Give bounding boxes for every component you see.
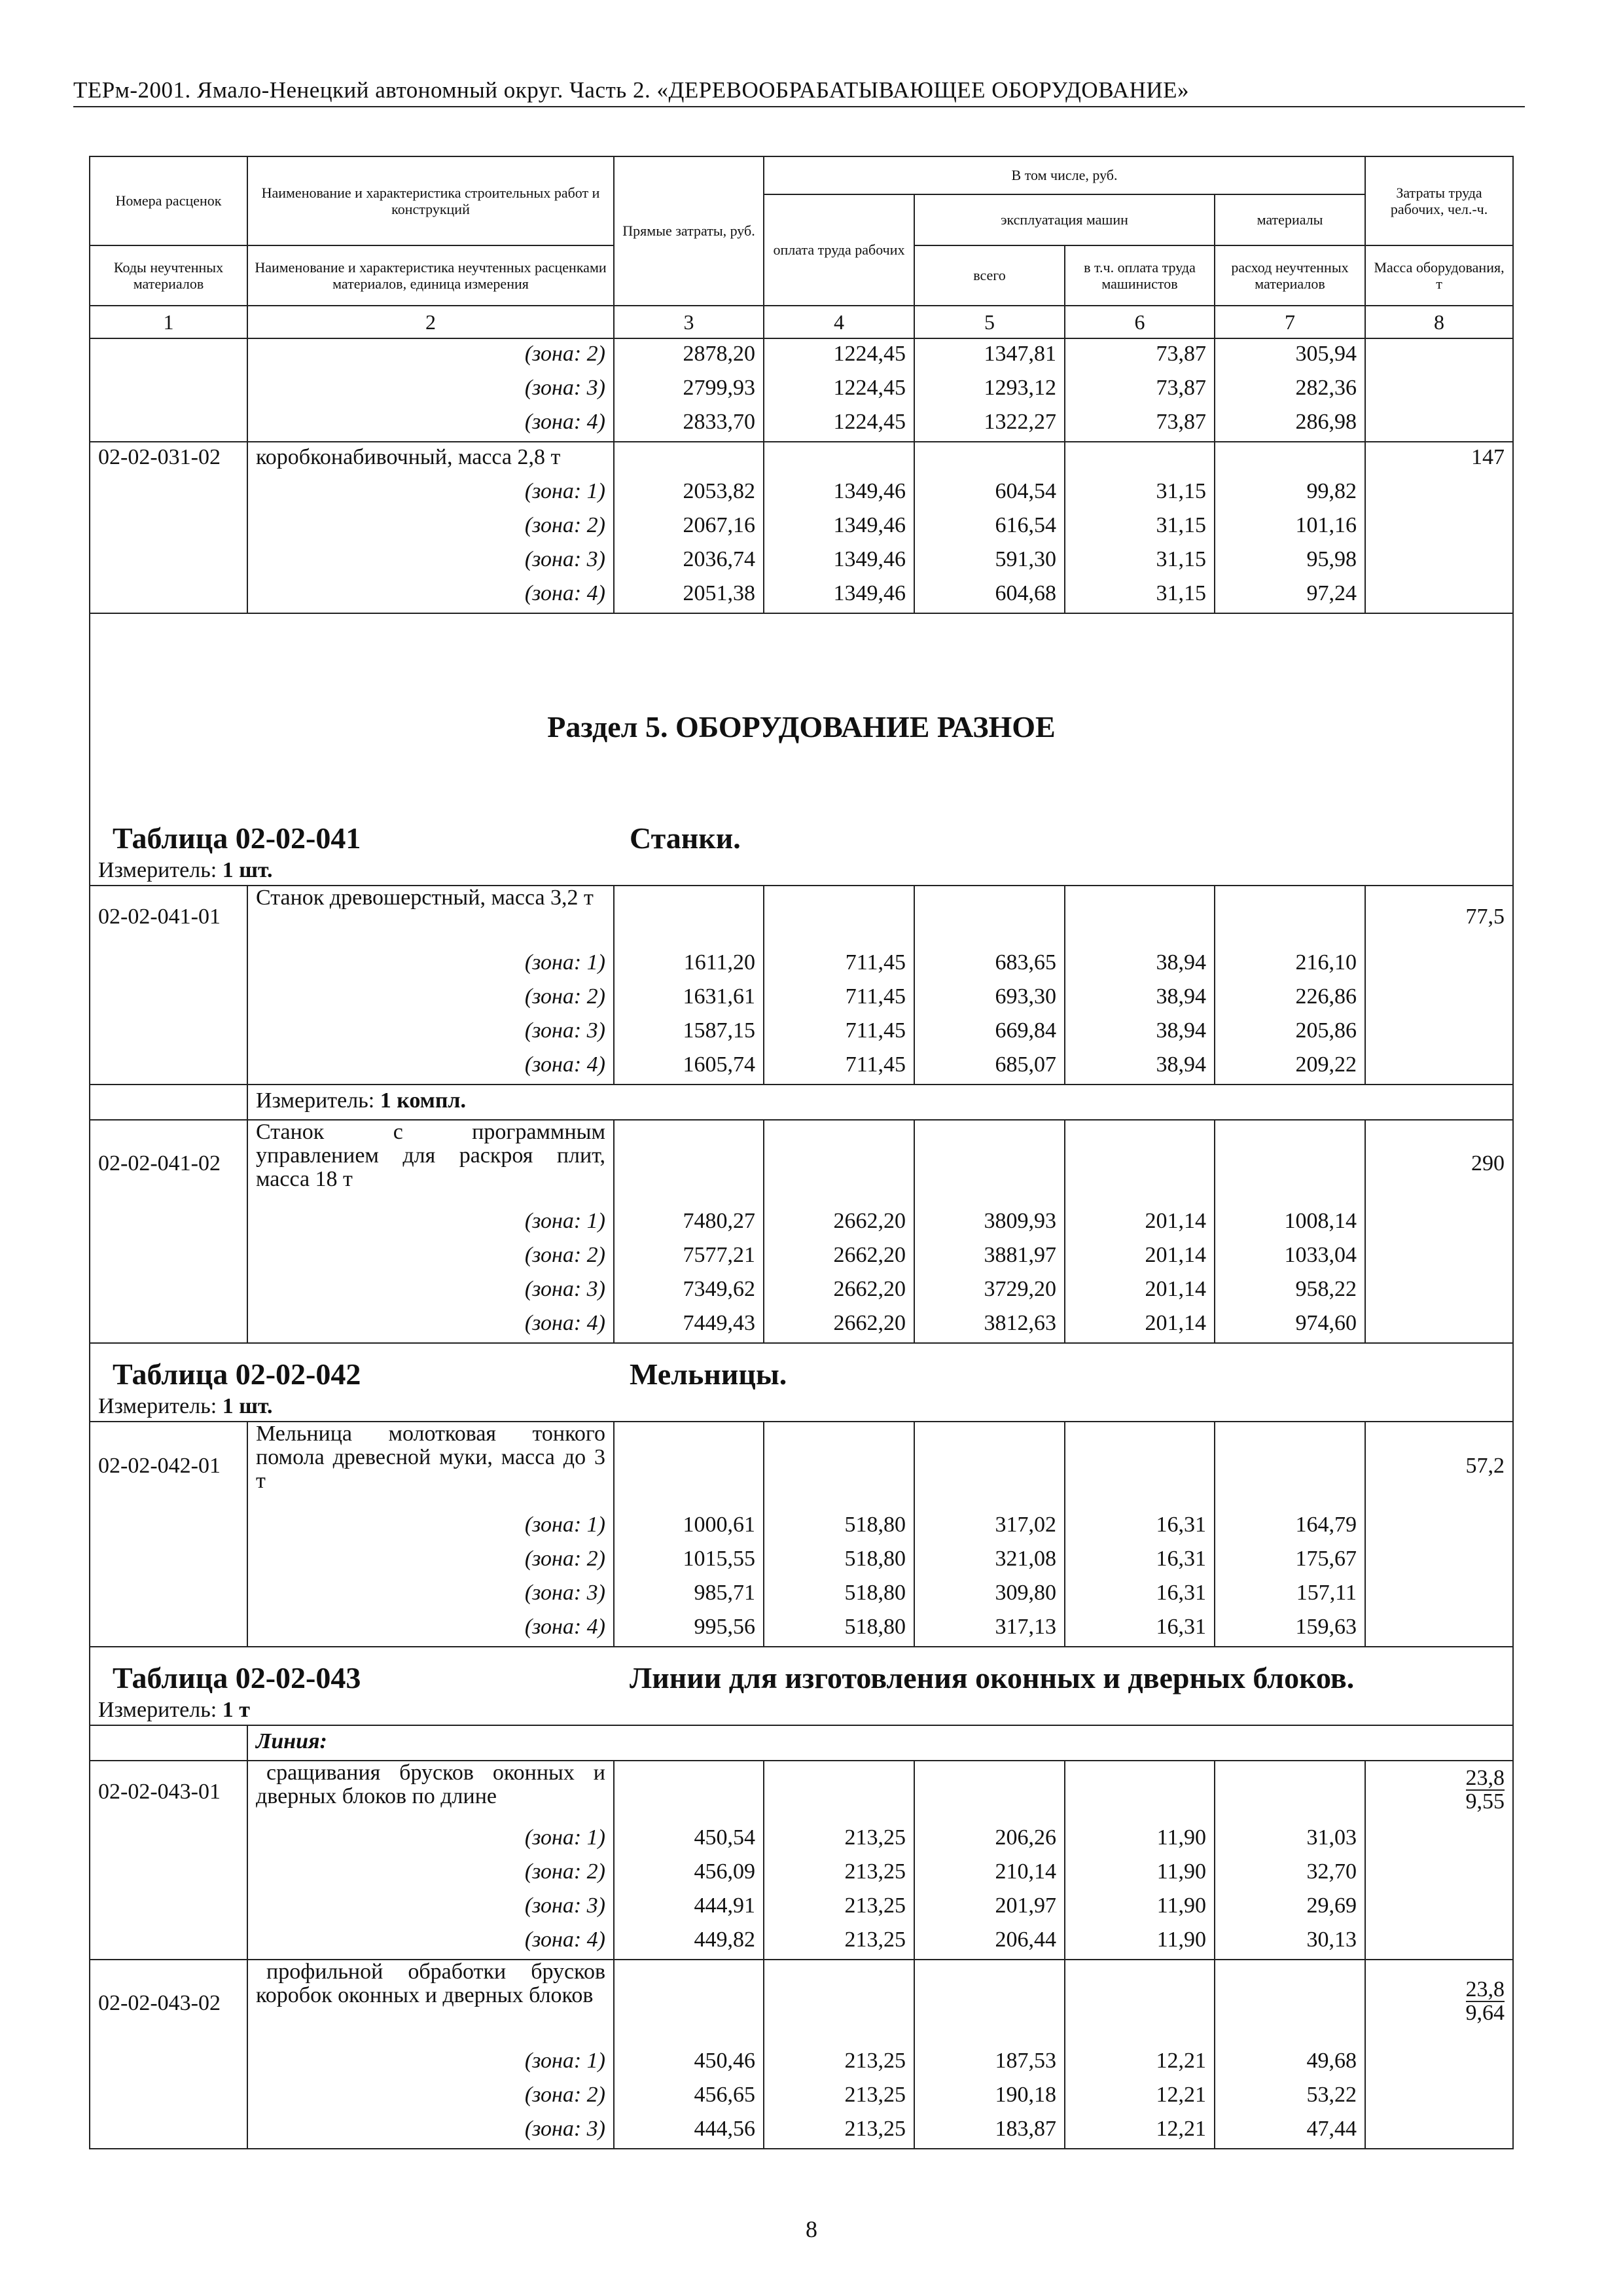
zone-row bbox=[90, 1274, 1513, 1308]
col6-header: в т.ч. оплата труда машинистов bbox=[1065, 245, 1215, 306]
machines-total: 693,30 bbox=[914, 982, 1065, 1016]
machines-total: 3881,97 bbox=[914, 1240, 1065, 1274]
rate-name: коробконабивочный, масса 2,8 т bbox=[247, 442, 614, 476]
col2-header-bottom: Наименование и характеристика неучтенных расценками материалов, единица измерения bbox=[247, 245, 614, 306]
rate-mass: 77,5 bbox=[1365, 886, 1513, 948]
direct-cost: 444,56 bbox=[614, 2114, 764, 2149]
direct-cost: 985,71 bbox=[614, 1578, 764, 1612]
zone-row bbox=[90, 1891, 1513, 1925]
unit-value: 1 т bbox=[222, 1698, 250, 1722]
machines-total: 683,65 bbox=[914, 948, 1065, 982]
col-number: 6 bbox=[1065, 306, 1215, 338]
direct-cost: 995,56 bbox=[614, 1612, 764, 1647]
zone-label: (зона: 2) bbox=[247, 338, 614, 373]
machines-total: 669,84 bbox=[914, 1016, 1065, 1050]
zone-label: (зона: 1) bbox=[247, 948, 614, 982]
materials-cost: 226,86 bbox=[1215, 982, 1365, 1016]
rate-code: 02-02-031-02 bbox=[90, 442, 247, 476]
direct-cost: 2067,16 bbox=[614, 511, 764, 545]
unit-label: Измеритель: bbox=[98, 1698, 217, 1722]
continuation-rows bbox=[90, 338, 1513, 442]
labor-cost: 213,25 bbox=[764, 1823, 914, 1857]
zone-row bbox=[90, 579, 1513, 613]
zone-row bbox=[90, 1050, 1513, 1085]
materials-cost: 209,22 bbox=[1215, 1050, 1365, 1085]
direct-cost: 2799,93 bbox=[614, 373, 764, 407]
zone-label: (зона: 1) bbox=[247, 2046, 614, 2080]
rate-mass: 290 bbox=[1365, 1120, 1513, 1206]
materials-cost: 31,03 bbox=[1215, 1823, 1365, 1857]
zone-row bbox=[90, 1925, 1513, 1960]
machinist-pay: 31,15 bbox=[1065, 511, 1215, 545]
zone-row bbox=[90, 1857, 1513, 1891]
rate-code: 02-02-042-01 bbox=[90, 1422, 247, 1510]
labor-cost: 213,25 bbox=[764, 1891, 914, 1925]
machinist-pay: 11,90 bbox=[1065, 1823, 1215, 1857]
labor-cost: 1224,45 bbox=[764, 373, 914, 407]
machinist-pay: 201,14 bbox=[1065, 1274, 1215, 1308]
machines-total: 317,02 bbox=[914, 1510, 1065, 1544]
col-number: 1 bbox=[90, 306, 247, 338]
zone-row bbox=[90, 1308, 1513, 1343]
machinist-pay: 73,87 bbox=[1065, 407, 1215, 442]
rate-name: Мельница молотковая тонкого помола древесной муки, масса до 3 т bbox=[247, 1422, 614, 1510]
materials-cost: 205,86 bbox=[1215, 1016, 1365, 1050]
zone-label: (зона: 3) bbox=[247, 2114, 614, 2149]
zone-label: (зона: 3) bbox=[247, 1274, 614, 1308]
zone-label: (зона: 2) bbox=[247, 1240, 614, 1274]
item-042-01-rows bbox=[90, 1510, 1513, 1647]
materials-cost: 157,11 bbox=[1215, 1578, 1365, 1612]
table-label: Таблица 02-02-043 bbox=[113, 1661, 361, 1695]
labor-cost: 213,25 bbox=[764, 2080, 914, 2114]
rate-mass: 57,2 bbox=[1365, 1422, 1513, 1510]
unit-value: 1 шт. bbox=[222, 858, 273, 882]
rate-code: 02-02-043-01 bbox=[90, 1761, 247, 1823]
page-number: 8 bbox=[806, 2216, 817, 2242]
unit-line bbox=[90, 1696, 1513, 1725]
machines-total: 1322,27 bbox=[914, 407, 1065, 442]
item-043-02-rows bbox=[90, 2046, 1513, 2149]
zone-row bbox=[90, 1823, 1513, 1857]
zone-row bbox=[90, 2114, 1513, 2149]
unit-line bbox=[247, 1085, 1513, 1120]
rate-code: 02-02-041-02 bbox=[90, 1120, 247, 1206]
zone-row bbox=[90, 476, 1513, 511]
machines-total: 3812,63 bbox=[914, 1308, 1065, 1343]
machines-total: 309,80 bbox=[914, 1578, 1065, 1612]
col8-header-top: Затраты труда рабочих, чел.-ч. bbox=[1365, 156, 1513, 245]
labor-cost: 1224,45 bbox=[764, 407, 914, 442]
labor-cost: 711,45 bbox=[764, 948, 914, 982]
machinist-pay: 38,94 bbox=[1065, 1016, 1215, 1050]
labor-cost: 1224,45 bbox=[764, 338, 914, 373]
zone-label: (зона: 3) bbox=[247, 545, 614, 579]
machines-total: 604,68 bbox=[914, 579, 1065, 613]
direct-cost: 1015,55 bbox=[614, 1544, 764, 1578]
machinist-pay: 38,94 bbox=[1065, 1050, 1215, 1085]
rate-mass: 9,55 bbox=[1465, 1789, 1505, 1814]
zone-row bbox=[90, 511, 1513, 545]
zone-row bbox=[90, 545, 1513, 579]
table-label: Таблица 02-02-041 bbox=[113, 821, 361, 855]
zone-label: (зона: 2) bbox=[247, 1857, 614, 1891]
machines-total: 591,30 bbox=[914, 545, 1065, 579]
machinist-pay: 12,21 bbox=[1065, 2080, 1215, 2114]
labor-cost: 213,25 bbox=[764, 2114, 914, 2149]
rate-code: 02-02-041-01 bbox=[90, 886, 247, 948]
direct-cost: 1000,61 bbox=[614, 1510, 764, 1544]
machinist-pay: 11,90 bbox=[1065, 1891, 1215, 1925]
machines-header: эксплуатация машин bbox=[914, 194, 1215, 245]
direct-cost: 2051,38 bbox=[614, 579, 764, 613]
machinist-pay: 11,90 bbox=[1065, 1857, 1215, 1891]
materials-cost: 164,79 bbox=[1215, 1510, 1365, 1544]
zone-row bbox=[90, 948, 1513, 982]
zone-label: (зона: 4) bbox=[247, 1050, 614, 1085]
unit-value: 1 компл. bbox=[380, 1088, 467, 1113]
direct-cost: 456,09 bbox=[614, 1857, 764, 1891]
direct-cost: 1611,20 bbox=[614, 948, 764, 982]
materials-cost: 175,67 bbox=[1215, 1544, 1365, 1578]
col-number: 7 bbox=[1215, 306, 1365, 338]
labor-cost: 1349,46 bbox=[764, 579, 914, 613]
materials-cost: 216,10 bbox=[1215, 948, 1365, 982]
col-number: 3 bbox=[614, 306, 764, 338]
table-row bbox=[90, 442, 1513, 476]
machines-total: 206,26 bbox=[914, 1823, 1065, 1857]
zone-row bbox=[90, 1578, 1513, 1612]
zone-label: (зона: 3) bbox=[247, 1016, 614, 1050]
zone-label: (зона: 2) bbox=[247, 982, 614, 1016]
labor-cost: 518,80 bbox=[764, 1544, 914, 1578]
machinist-pay: 201,14 bbox=[1065, 1308, 1215, 1343]
labor-cost: 1349,46 bbox=[764, 545, 914, 579]
col3-header: Прямые затраты, руб. bbox=[614, 156, 764, 306]
table-row bbox=[90, 886, 1513, 948]
materials-cost: 95,98 bbox=[1215, 545, 1365, 579]
table-row bbox=[90, 1120, 1513, 1206]
zone-label: (зона: 1) bbox=[247, 1206, 614, 1240]
machinist-pay: 201,14 bbox=[1065, 1240, 1215, 1274]
rate-labor-mass bbox=[1365, 1761, 1513, 1823]
rate-name: профильной обработки брусков коробок оконных и дверных блоков bbox=[247, 1960, 614, 2046]
zone-row bbox=[90, 1544, 1513, 1578]
direct-cost: 450,46 bbox=[614, 2046, 764, 2080]
rate-labor-mass bbox=[1365, 1960, 1513, 2046]
labor-cost: 711,45 bbox=[764, 1050, 914, 1085]
direct-cost: 2036,74 bbox=[614, 545, 764, 579]
col-number: 5 bbox=[914, 306, 1065, 338]
labor-cost: 518,80 bbox=[764, 1578, 914, 1612]
direct-cost: 449,82 bbox=[614, 1925, 764, 1960]
machinist-pay: 31,15 bbox=[1065, 476, 1215, 511]
machines-total: 3809,93 bbox=[914, 1206, 1065, 1240]
unit-value: 1 шт. bbox=[222, 1394, 273, 1418]
zone-label: (зона: 1) bbox=[247, 1823, 614, 1857]
direct-cost: 2878,20 bbox=[614, 338, 764, 373]
rate-mass: 147 bbox=[1365, 442, 1513, 476]
materials-cost: 29,69 bbox=[1215, 1891, 1365, 1925]
direct-cost: 1605,74 bbox=[614, 1050, 764, 1085]
direct-cost: 7349,62 bbox=[614, 1274, 764, 1308]
unit-line bbox=[90, 857, 1513, 886]
unit-label: Измеритель: bbox=[256, 1088, 375, 1113]
item-031-02-rows bbox=[90, 476, 1513, 613]
col-number: 4 bbox=[764, 306, 914, 338]
labor-cost: 1349,46 bbox=[764, 476, 914, 511]
direct-cost: 456,65 bbox=[614, 2080, 764, 2114]
zone-row bbox=[90, 407, 1513, 442]
zone-label: (зона: 3) bbox=[247, 373, 614, 407]
machines-total: 1293,12 bbox=[914, 373, 1065, 407]
labor-cost: 213,25 bbox=[764, 1925, 914, 1960]
unit-line bbox=[90, 1393, 1513, 1422]
machines-total: 3729,20 bbox=[914, 1274, 1065, 1308]
col1-header-top: Номера расценок bbox=[90, 156, 247, 245]
rate-labor: 23,8 bbox=[1465, 1766, 1505, 1790]
machinist-pay: 12,21 bbox=[1065, 2046, 1215, 2080]
zone-row bbox=[90, 1240, 1513, 1274]
unit-label: Измеритель: bbox=[98, 1394, 217, 1418]
machines-total: 190,18 bbox=[914, 2080, 1065, 2114]
zone-row bbox=[90, 1206, 1513, 1240]
zone-label: (зона: 4) bbox=[247, 1925, 614, 1960]
machines-total: 1347,81 bbox=[914, 338, 1065, 373]
col7-header: расход неучтенных материалов bbox=[1215, 245, 1365, 306]
zone-row bbox=[90, 373, 1513, 407]
labor-cost: 2662,20 bbox=[764, 1206, 914, 1240]
materials-cost: 53,22 bbox=[1215, 2080, 1365, 2114]
labor-cost: 213,25 bbox=[764, 2046, 914, 2080]
rate-code: 02-02-043-02 bbox=[90, 1960, 247, 2046]
zone-label: (зона: 3) bbox=[247, 1578, 614, 1612]
zone-row bbox=[90, 1612, 1513, 1647]
machinist-pay: 38,94 bbox=[1065, 948, 1215, 982]
direct-cost: 7480,27 bbox=[614, 1206, 764, 1240]
direct-cost: 7577,21 bbox=[614, 1240, 764, 1274]
machines-total: 317,13 bbox=[914, 1612, 1065, 1647]
materials-cost: 305,94 bbox=[1215, 338, 1365, 373]
rate-name: Станок с программным управлением для раскроя плит, масса 18 т bbox=[247, 1120, 614, 1206]
table-name: Станки. bbox=[630, 821, 741, 855]
machines-total: 616,54 bbox=[914, 511, 1065, 545]
machines-total: 206,44 bbox=[914, 1925, 1065, 1960]
page-header: ТЕРм-2001. Ямало-Ненецкий автономный округ. Часть 2. «ДЕРЕВООБРАБАТЫВАЮЩЕЕ ОБОРУДОВАНИЕ» bbox=[73, 77, 1190, 103]
labor-cost: 2662,20 bbox=[764, 1240, 914, 1274]
zone-label: (зона: 2) bbox=[247, 1544, 614, 1578]
machinist-pay: 73,87 bbox=[1065, 338, 1215, 373]
labor-cost: 2662,20 bbox=[764, 1274, 914, 1308]
direct-cost: 2053,82 bbox=[614, 476, 764, 511]
group-label: Линия: bbox=[247, 1725, 1513, 1761]
zone-row bbox=[90, 1510, 1513, 1544]
table-row bbox=[90, 1960, 1513, 2046]
zone-label: (зона: 2) bbox=[247, 2080, 614, 2114]
col1-header-bottom: Коды неучтенных материалов bbox=[90, 245, 247, 306]
machines-total: 201,97 bbox=[914, 1891, 1065, 1925]
machinist-pay: 73,87 bbox=[1065, 373, 1215, 407]
machinist-pay: 31,15 bbox=[1065, 579, 1215, 613]
rates-table bbox=[89, 156, 1514, 2149]
zone-label: (зона: 1) bbox=[247, 1510, 614, 1544]
col5-header: всего bbox=[914, 245, 1065, 306]
labor-cost: 518,80 bbox=[764, 1612, 914, 1647]
rate-labor: 23,8 bbox=[1465, 1977, 1505, 2001]
header-rule bbox=[73, 106, 1525, 107]
materials-cost: 159,63 bbox=[1215, 1612, 1365, 1647]
zone-label: (зона: 4) bbox=[247, 579, 614, 613]
direct-cost: 2833,70 bbox=[614, 407, 764, 442]
zone-label: (зона: 3) bbox=[247, 1891, 614, 1925]
machines-total: 183,87 bbox=[914, 2114, 1065, 2149]
materials-cost: 1033,04 bbox=[1215, 1240, 1365, 1274]
zone-label: (зона: 4) bbox=[247, 1308, 614, 1343]
materials-cost: 1008,14 bbox=[1215, 1206, 1365, 1240]
labor-cost: 711,45 bbox=[764, 982, 914, 1016]
unit-label: Измеритель: bbox=[98, 858, 217, 882]
materials-cost: 974,60 bbox=[1215, 1308, 1365, 1343]
direct-cost: 7449,43 bbox=[614, 1308, 764, 1343]
materials-header: материалы bbox=[1215, 194, 1365, 245]
direct-cost: 444,91 bbox=[614, 1891, 764, 1925]
zone-row bbox=[90, 2046, 1513, 2080]
materials-cost: 286,98 bbox=[1215, 407, 1365, 442]
machinist-pay: 201,14 bbox=[1065, 1206, 1215, 1240]
materials-cost: 958,22 bbox=[1215, 1274, 1365, 1308]
rate-mass: 9,64 bbox=[1465, 2000, 1505, 2025]
machinist-pay: 16,31 bbox=[1065, 1510, 1215, 1544]
item-041-02-rows bbox=[90, 1206, 1513, 1343]
zone-label: (зона: 4) bbox=[247, 1612, 614, 1647]
zone-label: (зона: 2) bbox=[247, 511, 614, 545]
direct-cost: 450,54 bbox=[614, 1823, 764, 1857]
materials-cost: 99,82 bbox=[1215, 476, 1365, 511]
machines-total: 210,14 bbox=[914, 1857, 1065, 1891]
zone-label: (зона: 1) bbox=[247, 476, 614, 511]
table-label: Таблица 02-02-042 bbox=[113, 1357, 361, 1391]
column-numbers-row bbox=[90, 306, 1513, 338]
materials-cost: 32,70 bbox=[1215, 1857, 1365, 1891]
machinist-pay: 38,94 bbox=[1065, 982, 1215, 1016]
labor-cost: 711,45 bbox=[764, 1016, 914, 1050]
machines-total: 604,54 bbox=[914, 476, 1065, 511]
col8-header-bottom: Масса оборудования, т bbox=[1365, 245, 1513, 306]
table-name: Мельницы. bbox=[630, 1357, 787, 1391]
zone-row bbox=[90, 338, 1513, 373]
col-number: 8 bbox=[1365, 306, 1513, 338]
materials-cost: 30,13 bbox=[1215, 1925, 1365, 1960]
machinist-pay: 31,15 bbox=[1065, 545, 1215, 579]
section-title: Раздел 5. ОБОРУДОВАНИЕ РАЗНОЕ bbox=[90, 708, 1513, 747]
machinist-pay: 16,31 bbox=[1065, 1544, 1215, 1578]
table-name: Линии для изготовления оконных и дверных блоков. bbox=[630, 1661, 1355, 1695]
materials-cost: 101,16 bbox=[1215, 511, 1365, 545]
table-row bbox=[90, 1761, 1513, 1823]
item-043-01-rows bbox=[90, 1823, 1513, 1960]
incl-header: В том числе, руб. bbox=[764, 156, 1365, 194]
zone-row bbox=[90, 1016, 1513, 1050]
direct-cost: 1587,15 bbox=[614, 1016, 764, 1050]
zone-label: (зона: 4) bbox=[247, 407, 614, 442]
rate-name: Станок древошерстный, масса 3,2 т bbox=[247, 886, 614, 948]
machines-total: 187,53 bbox=[914, 2046, 1065, 2080]
col2-header-top: Наименование и характеристика строительных работ и конструкций bbox=[247, 156, 614, 245]
materials-cost: 47,44 bbox=[1215, 2114, 1365, 2149]
machinist-pay: 12,21 bbox=[1065, 2114, 1215, 2149]
direct-cost: 1631,61 bbox=[614, 982, 764, 1016]
col4-header: оплата труда рабочих bbox=[764, 194, 914, 306]
zone-row bbox=[90, 982, 1513, 1016]
item-041-01-rows bbox=[90, 948, 1513, 1085]
materials-cost: 49,68 bbox=[1215, 2046, 1365, 2080]
labor-cost: 518,80 bbox=[764, 1510, 914, 1544]
labor-cost: 1349,46 bbox=[764, 511, 914, 545]
machinist-pay: 16,31 bbox=[1065, 1612, 1215, 1647]
table-row bbox=[90, 1422, 1513, 1510]
machinist-pay: 11,90 bbox=[1065, 1925, 1215, 1960]
labor-cost: 213,25 bbox=[764, 1857, 914, 1891]
zone-row bbox=[90, 2080, 1513, 2114]
labor-cost: 2662,20 bbox=[764, 1308, 914, 1343]
machinist-pay: 16,31 bbox=[1065, 1578, 1215, 1612]
machines-total: 321,08 bbox=[914, 1544, 1065, 1578]
machines-total: 685,07 bbox=[914, 1050, 1065, 1085]
rate-name: сращивания брусков оконных и дверных блоков по длине bbox=[247, 1761, 614, 1823]
col-number: 2 bbox=[247, 306, 614, 338]
materials-cost: 282,36 bbox=[1215, 373, 1365, 407]
materials-cost: 97,24 bbox=[1215, 579, 1365, 613]
